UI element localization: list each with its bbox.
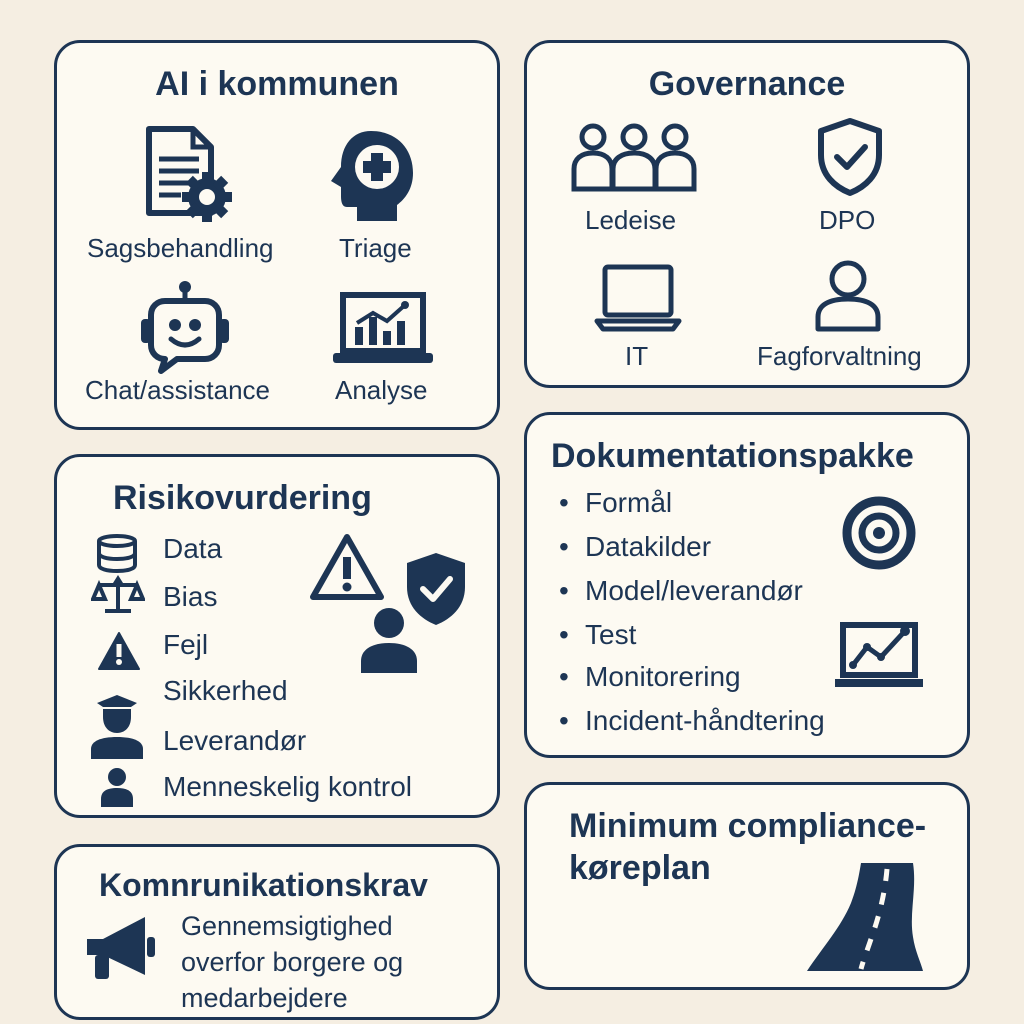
roadmap-title-line-2: køreplan (569, 849, 711, 887)
ai-card-title: AI i kommunen (155, 65, 399, 103)
laptop-icon (593, 263, 683, 333)
governance-item-fagforvaltning: Fagforvaltning (757, 341, 922, 371)
officer-icon (87, 693, 147, 759)
governance-item-dpo: DPO (819, 205, 876, 235)
risk-title: Risikovurdering (113, 479, 372, 517)
roadmap-card (524, 782, 970, 990)
roadmap-title-line-1: Minimum compliance- (569, 807, 927, 845)
risk-item-leverandor: Leverandør (163, 725, 307, 756)
ai-card (54, 40, 500, 430)
shield-check-icon (815, 117, 885, 197)
docs-item-datakilder: • Datakilder (559, 531, 711, 563)
robot-chat-icon (137, 279, 233, 375)
ai-item-analyse: Analyse (335, 375, 428, 405)
document-gear-icon (141, 125, 237, 225)
risk-card (54, 454, 500, 818)
database-icon (95, 533, 139, 573)
comms-line-2: overfor borgere og (181, 947, 404, 977)
target-icon (841, 495, 917, 571)
comms-line-1: Gennemsigtighed (181, 911, 393, 941)
megaphone-icon (83, 911, 159, 987)
risk-item-bias: Bias (163, 581, 218, 612)
docs-item-monitorering: • Monitorering (559, 661, 741, 693)
docs-card (524, 412, 970, 758)
docs-title: Dokumentationspakke (551, 437, 914, 475)
ai-item-sagsbehandling: Sagsbehandling (87, 233, 274, 263)
comms-card (54, 844, 500, 1020)
group-people-icon (571, 123, 697, 193)
risk-item-data: Data (163, 533, 223, 564)
ai-item-chat-assistance: Chat/assistance (85, 375, 270, 405)
person-solid-icon (99, 767, 135, 807)
comms-line-3: medarbejdere (181, 983, 348, 1013)
risk-item-sikkerhed: Sikkerhed (163, 675, 288, 706)
docs-item-formal: • Formål (559, 487, 672, 519)
road-icon (805, 859, 929, 975)
scales-icon (91, 575, 145, 615)
head-medical-cross-icon (327, 125, 419, 225)
person-user-icon (359, 607, 419, 673)
risk-item-menneskelig-kontrol: Menneskelig kontrol (163, 771, 413, 802)
warning-icon (97, 631, 141, 671)
governance-title: Governance (648, 65, 846, 103)
risk-item-fejl: Fejl (163, 629, 209, 660)
warning-outline-icon (307, 531, 387, 603)
monitor-chart-icon (833, 617, 925, 693)
docs-item-test: • Test (559, 619, 636, 651)
docs-item-model-leverandor: • Model/leverandør (559, 575, 803, 607)
governance-card (524, 40, 970, 388)
comms-title: Komnrunikationskrav (99, 867, 428, 903)
governance-item-it: IT (625, 341, 649, 371)
docs-item-incident: • Incident-håndtering (559, 705, 825, 737)
person-icon (813, 257, 883, 333)
governance-item-ledeise: Ledeise (585, 205, 677, 235)
ai-item-triage: Triage (339, 233, 412, 263)
laptop-chart-icon (331, 289, 435, 369)
